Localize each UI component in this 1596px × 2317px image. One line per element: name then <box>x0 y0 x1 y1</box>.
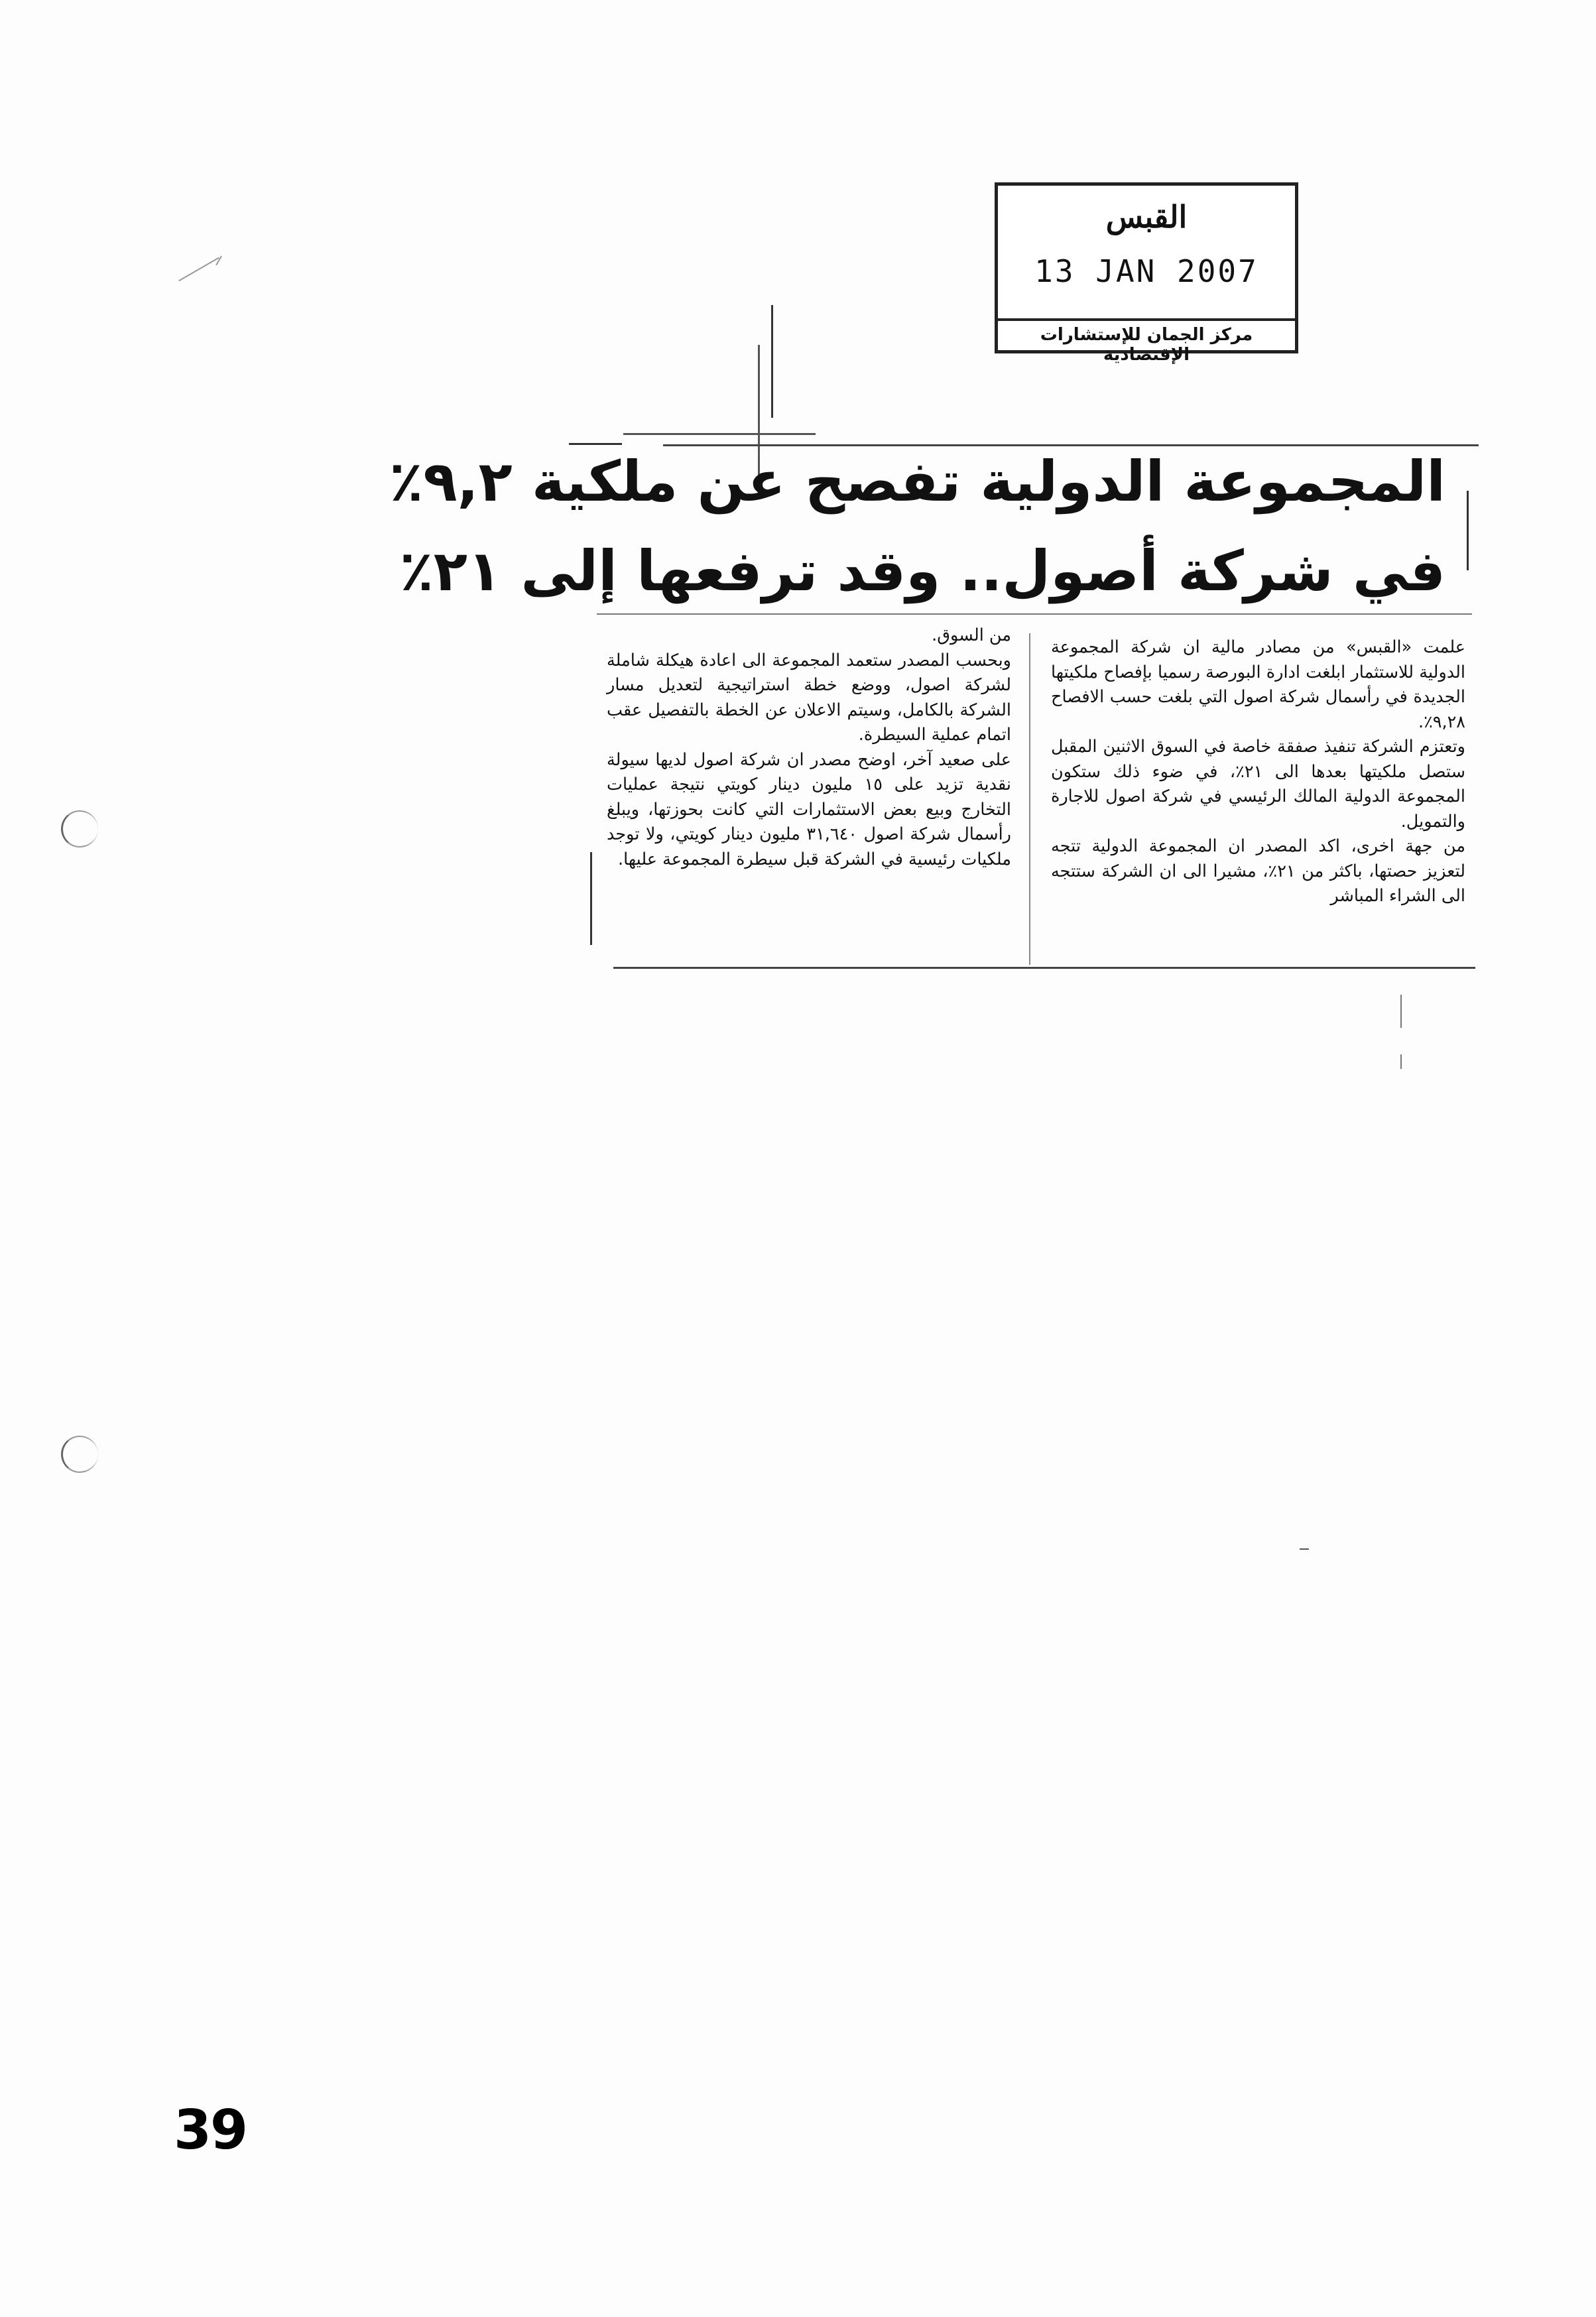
newspaper-logo: القبس <box>1105 199 1188 235</box>
cut-line <box>771 305 773 418</box>
column-divider <box>1029 633 1030 965</box>
paragraph: من السوق. <box>932 625 1011 645</box>
headline-rule <box>597 613 1472 615</box>
paragraph: علمت «القبس» من مصادر مالية ان شركة المجموعة الدولية للاستثمار ابلغت ادارة البورصة رسميا بإفصاح ملكيتها الجديدة في رأسمال شركة اصول التي بلغت حسب الافصاح ٩,٢٨٪. <box>1051 637 1465 732</box>
stamp-center-name: مركز الجمان للإستشارات الإقتصادية <box>1040 325 1253 365</box>
top-rule <box>663 444 1479 446</box>
top-rule <box>569 443 622 445</box>
pencil-mark <box>178 257 219 282</box>
article-headline-line1: المجموعة الدولية تفصح عن ملكية ٩,٢٪ <box>389 449 1445 514</box>
paragraph: وبحسب المصدر ستعمد المجموعة الى اعادة هيكلة شاملة لشركة اصول، ووضع خطة استراتيجية لتعديل مسار الشركة بالكامل، وسيتم الاعلان عن الخطة بالتفصيل عقب اتمام عملية السيطرة. <box>607 650 1011 745</box>
newspaper-date-stamp <box>995 182 1298 365</box>
headline-bracket <box>1467 491 1469 570</box>
margin-marker <box>590 852 592 945</box>
page-number: 39 <box>174 2099 247 2162</box>
binder-hole <box>61 1436 98 1473</box>
top-rule <box>623 433 816 435</box>
binder-hole <box>61 810 98 847</box>
article-column-right <box>1051 635 1465 909</box>
pencil-mark <box>1300 1548 1309 1550</box>
bottom-rule <box>613 967 1475 969</box>
pencil-mark <box>1400 995 1402 1028</box>
article-column-left <box>607 623 1011 872</box>
article-headline-line2: في شركة أصول.. وقد ترفعها إلى ٢١٪ <box>399 538 1445 603</box>
stamp-divider <box>998 318 1295 321</box>
pencil-mark <box>1400 1054 1402 1069</box>
paragraph: وتعتزم الشركة تنفيذ صفقة خاصة في السوق الاثنين المقبل ستصل ملكيتها بعدها الى ٢١٪، في ضوء ذلك ستكون المجموعة الدولية المالك الرئيسي في شركة اصول للاجارة والتمويل. <box>1051 737 1465 832</box>
paragraph: من جهة اخرى، اكد المصدر ان المجموعة الدولية تتجه لتعزيز حصتها، باكثر من ٢١٪، مشيرا الى ان الشركة ستتجه الى الشراء المباشر <box>1051 836 1465 906</box>
paragraph: على صعيد آخر، اوضح مصدر ان شركة اصول لديها سيولة نقدية تزيد على ١٥ مليون دينار كويتي نتيجة عمليات التخارج وبيع بعض الاستثمارات التي كانت بحوزتها، ويبلغ رأسمال شركة اصول ٣١,٦٤٠ مليون دينار كويتي، ولا توجد ملكيات رئيسية في الشركة قبل سيطرة المجموعة عليها. <box>607 749 1011 869</box>
stamp-date: 13 JAN 2007 <box>1034 253 1258 289</box>
